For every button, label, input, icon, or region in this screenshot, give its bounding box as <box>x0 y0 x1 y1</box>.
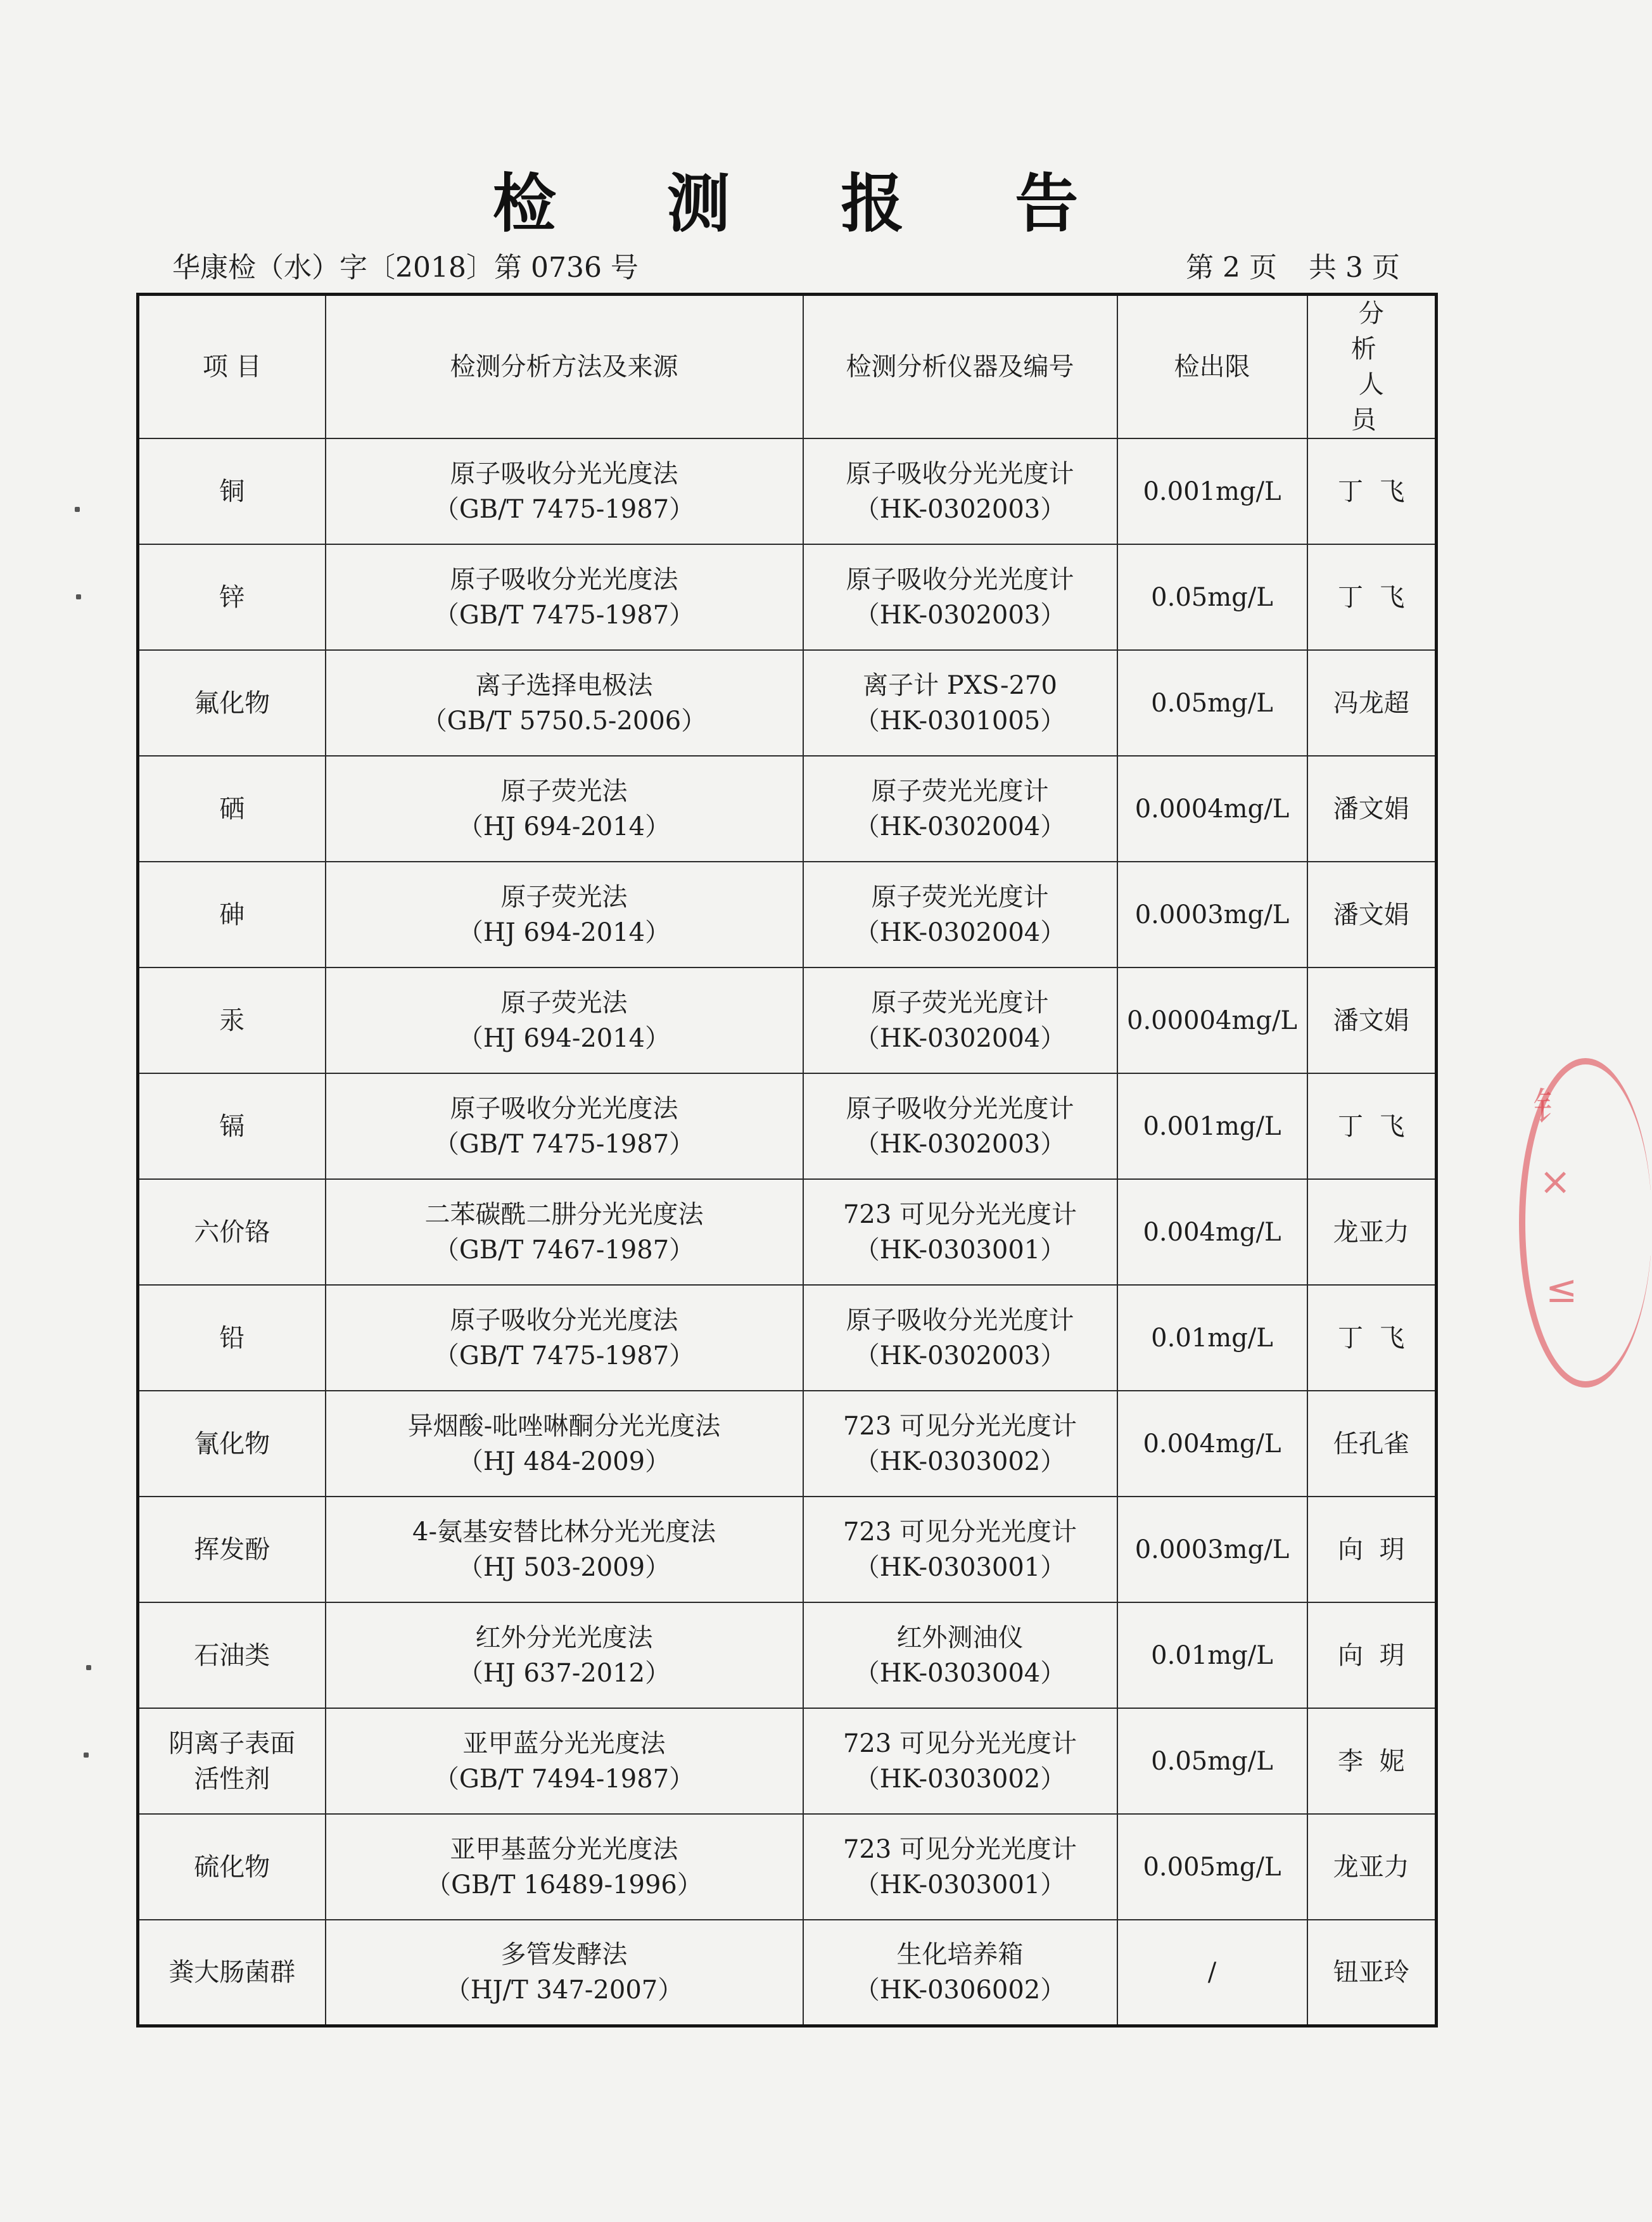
instrument-cell <box>803 1602 1117 1708</box>
limit-cell-line1: 0.0003mg/L <box>1134 1535 1290 1564</box>
limit-cell-line1: 0.001mg/L <box>1143 476 1281 506</box>
analyst-cell <box>1307 967 1437 1073</box>
method-cell-line2: （GB/T 7475-1987） <box>433 600 695 630</box>
instrument-cell <box>803 1814 1117 1920</box>
method-cell <box>326 967 803 1073</box>
analyst-cell <box>1307 1814 1437 1920</box>
analyst-cell <box>1307 1920 1437 2026</box>
header-analyst-line1: 分 析 <box>1350 299 1399 364</box>
header-item: 项 目 <box>138 295 326 439</box>
analyst-cell-line1: 丁 飞 <box>1338 1323 1405 1353</box>
instrument-cell-line2: （HK-0302003） <box>854 1129 1066 1159</box>
instrument-cell <box>803 1285 1117 1391</box>
table-row <box>138 1920 1437 2026</box>
table-row <box>138 1073 1437 1179</box>
item-cell-line1: 阴离子表面 <box>168 1728 296 1758</box>
item-cell <box>138 1602 326 1708</box>
seal-glyph-3: ≤ <box>1546 1267 1578 1312</box>
limit-cell <box>1117 967 1307 1073</box>
table-header-row <box>138 295 1437 439</box>
header-instrument: 检测分析仪器及编号 <box>803 295 1117 439</box>
analyst-cell-line1: 潘文娟 <box>1333 794 1409 824</box>
method-cell-line2: （GB/T 7494-1987） <box>433 1764 695 1794</box>
limit-cell-line1: 0.0004mg/L <box>1134 794 1290 824</box>
analyst-cell <box>1307 1602 1437 1708</box>
analyst-cell-line1: 向 玥 <box>1338 1640 1405 1670</box>
method-cell-line1: 原子吸收分光光度法 <box>450 565 678 594</box>
item-cell-line1: 锌 <box>219 582 245 612</box>
method-cell-line2: （HJ 694-2014） <box>457 1023 671 1053</box>
instrument-cell-line1: 723 可见分光光度计 <box>842 1728 1077 1758</box>
method-cell <box>326 862 803 967</box>
limit-cell-line1: 0.05mg/L <box>1151 688 1273 718</box>
instrument-cell-line1: 723 可见分光光度计 <box>842 1199 1077 1229</box>
table-row <box>138 438 1437 544</box>
method-cell <box>326 1602 803 1708</box>
limit-cell-line1: 0.01mg/L <box>1151 1640 1273 1670</box>
method-cell-line1: 亚甲基蓝分光光度法 <box>450 1834 678 1864</box>
item-cell <box>138 1920 326 2026</box>
limit-cell-line1: 0.0003mg/L <box>1134 900 1290 929</box>
instrument-cell-line1: 原子吸收分光光度计 <box>846 1094 1074 1123</box>
item-cell-line1: 氰化物 <box>194 1429 270 1459</box>
current-page: 第 2 页 <box>1186 252 1278 284</box>
instrument-cell <box>803 1497 1117 1602</box>
limit-cell-line1: 0.05mg/L <box>1151 582 1273 612</box>
method-cell <box>326 1814 803 1920</box>
method-cell-line2: （HJ 694-2014） <box>457 812 671 841</box>
item-cell <box>138 1391 326 1497</box>
table-row <box>138 1391 1437 1497</box>
analyst-cell <box>1307 1708 1437 1814</box>
analyst-cell <box>1307 1391 1437 1497</box>
test-methods-table <box>136 293 1438 2027</box>
instrument-cell <box>803 967 1117 1073</box>
limit-cell <box>1117 1814 1307 1920</box>
instrument-cell-line1: 原子荧光光度计 <box>871 882 1049 912</box>
method-cell <box>326 438 803 544</box>
item-cell-line1: 氟化物 <box>194 688 270 718</box>
method-cell-line2: （GB/T 5750.5-2006） <box>421 706 707 736</box>
method-cell-line1: 原子荧光法 <box>500 988 628 1018</box>
method-cell-line1: 原子吸收分光光度法 <box>450 1094 678 1123</box>
instrument-cell-line2: （HK-0306002） <box>854 1975 1066 2005</box>
item-cell-line1: 硒 <box>219 794 245 824</box>
limit-cell-line1: 0.05mg/L <box>1151 1746 1273 1776</box>
analyst-cell-line1: 丁 飞 <box>1338 1111 1405 1141</box>
instrument-cell <box>803 650 1117 756</box>
instrument-cell-line1: 原子荧光光度计 <box>871 776 1049 806</box>
analyst-cell <box>1307 650 1437 756</box>
method-cell <box>326 1708 803 1814</box>
instrument-cell-line1: 723 可见分光光度计 <box>842 1834 1077 1864</box>
limit-cell-line1: 0.004mg/L <box>1143 1429 1281 1459</box>
analyst-cell-line1: 龙亚力 <box>1333 1852 1409 1882</box>
item-cell-line1: 铜 <box>219 476 245 506</box>
instrument-cell-line2: （HK-0302004） <box>854 917 1066 947</box>
analyst-cell <box>1307 862 1437 967</box>
item-cell <box>138 862 326 967</box>
method-cell-line2: （HJ/T 347-2007） <box>445 1975 683 2005</box>
instrument-cell-line2: （HK-0303001） <box>854 1870 1066 1900</box>
analyst-cell <box>1307 438 1437 544</box>
table-row <box>138 1602 1437 1708</box>
instrument-cell-line2: （HK-0303002） <box>854 1764 1066 1794</box>
page-title: 检 测 报 告 <box>492 167 1123 241</box>
item-cell <box>138 1497 326 1602</box>
method-cell-line1: 多管发酵法 <box>500 1939 628 1969</box>
item-cell-line1: 砷 <box>219 900 245 929</box>
table-row <box>138 544 1437 650</box>
instrument-cell <box>803 1179 1117 1285</box>
limit-cell <box>1117 1285 1307 1391</box>
instrument-cell-line1: 生化培养箱 <box>896 1939 1024 1969</box>
table-row <box>138 756 1437 862</box>
seal-glyph-2: × <box>1539 1159 1572 1204</box>
analyst-cell-line1: 丁 飞 <box>1338 582 1405 612</box>
analyst-cell-line1: 钮亚玲 <box>1333 1957 1409 1987</box>
instrument-cell <box>803 862 1117 967</box>
method-cell <box>326 650 803 756</box>
table-row <box>138 1708 1437 1814</box>
instrument-cell-line2: （HK-0303001） <box>854 1235 1066 1265</box>
method-cell-line1: 原子吸收分光光度法 <box>450 459 678 488</box>
item-cell-line1: 挥发酚 <box>194 1535 270 1564</box>
scan-speck <box>75 507 80 512</box>
item-cell <box>138 1708 326 1814</box>
analyst-cell <box>1307 1179 1437 1285</box>
method-cell-line2: （GB/T 7475-1987） <box>433 494 695 524</box>
table-row <box>138 1285 1437 1391</box>
analyst-cell <box>1307 1285 1437 1391</box>
method-cell <box>326 1179 803 1285</box>
analyst-cell <box>1307 1073 1437 1179</box>
limit-cell <box>1117 1920 1307 2026</box>
limit-cell-line1: 0.00004mg/L <box>1127 1006 1297 1035</box>
item-cell-line2: 活性剂 <box>194 1764 270 1794</box>
instrument-cell-line2: （HK-0302004） <box>854 1023 1066 1053</box>
item-cell <box>138 650 326 756</box>
analyst-cell-line1: 任孔雀 <box>1333 1429 1409 1459</box>
limit-cell <box>1117 862 1307 967</box>
item-cell-line1: 铅 <box>219 1323 245 1353</box>
method-cell <box>326 1920 803 2026</box>
scan-speck <box>84 1753 89 1758</box>
method-cell-line2: （HJ 484-2009） <box>457 1446 671 1476</box>
item-cell <box>138 967 326 1073</box>
header-analyst <box>1307 295 1437 439</box>
method-cell-line1: 原子吸收分光光度法 <box>450 1305 678 1335</box>
instrument-cell-line1: 723 可见分光光度计 <box>842 1517 1077 1547</box>
header-analyst-line2: 人 员 <box>1350 370 1399 435</box>
table-row <box>138 1814 1437 1920</box>
limit-cell-line1: / <box>1207 1957 1217 1987</box>
table-row <box>138 1179 1437 1285</box>
item-cell <box>138 1073 326 1179</box>
instrument-cell-line2: （HK-0302004） <box>854 812 1066 841</box>
instrument-cell <box>803 544 1117 650</box>
limit-cell <box>1117 1073 1307 1179</box>
limit-cell <box>1117 1179 1307 1285</box>
instrument-cell-line2: （HK-0302003） <box>854 494 1066 524</box>
instrument-cell-line1: 原子吸收分光光度计 <box>846 1305 1074 1335</box>
method-cell-line1: 离子选择电极法 <box>475 670 653 700</box>
instrument-cell <box>803 1391 1117 1497</box>
table-row <box>138 650 1437 756</box>
limit-cell-line1: 0.005mg/L <box>1143 1852 1281 1882</box>
item-cell <box>138 438 326 544</box>
method-cell-line2: （HJ 503-2009） <box>457 1552 671 1582</box>
instrument-cell-line2: （HK-0303004） <box>854 1658 1066 1688</box>
analyst-cell-line1: 向 玥 <box>1338 1535 1405 1564</box>
limit-cell-line1: 0.01mg/L <box>1151 1323 1273 1353</box>
analyst-cell-line1: 丁 飞 <box>1338 476 1405 506</box>
instrument-cell-line1: 原子吸收分光光度计 <box>846 565 1074 594</box>
limit-cell <box>1117 438 1307 544</box>
method-cell <box>326 1497 803 1602</box>
method-cell <box>326 1073 803 1179</box>
method-cell-line2: （GB/T 7467-1987） <box>433 1235 695 1265</box>
method-cell-line2: （GB/T 7475-1987） <box>433 1129 695 1159</box>
analyst-cell <box>1307 544 1437 650</box>
instrument-cell <box>803 1708 1117 1814</box>
report-number: 华康检（水）字〔2018〕第 0736 号 <box>172 252 639 284</box>
instrument-cell-line2: （HK-0302003） <box>854 600 1066 630</box>
instrument-cell-line1: 原子荧光光度计 <box>871 988 1049 1018</box>
item-cell-line1: 硫化物 <box>194 1852 270 1882</box>
analyst-cell-line1: 李 妮 <box>1338 1746 1405 1776</box>
instrument-cell <box>803 1073 1117 1179</box>
instrument-cell-line2: （HK-0302003） <box>854 1341 1066 1370</box>
table-row <box>138 967 1437 1073</box>
item-cell <box>138 1814 326 1920</box>
limit-cell <box>1117 650 1307 756</box>
method-cell-line1: 亚甲蓝分光光度法 <box>462 1728 666 1758</box>
instrument-cell <box>803 1920 1117 2026</box>
instrument-cell-line1: 原子吸收分光光度计 <box>846 459 1074 488</box>
table-row <box>138 1497 1437 1602</box>
item-cell-line1: 六价铬 <box>194 1217 270 1247</box>
item-cell <box>138 1179 326 1285</box>
method-cell <box>326 756 803 862</box>
method-cell-line1: 二苯碳酰二肼分光光度法 <box>424 1199 704 1229</box>
method-cell-line2: （HJ 694-2014） <box>457 917 671 947</box>
method-cell-line2: （HJ 637-2012） <box>457 1658 671 1688</box>
scan-speck <box>76 594 81 599</box>
limit-cell <box>1117 1708 1307 1814</box>
table-row <box>138 862 1437 967</box>
method-cell-line2: （GB/T 7475-1987） <box>433 1341 695 1370</box>
method-cell-line1: 4-氨基安替比林分光光度法 <box>412 1517 716 1547</box>
analyst-cell-line1: 潘文娟 <box>1333 900 1409 929</box>
limit-cell-line1: 0.001mg/L <box>1143 1111 1281 1141</box>
item-cell-line1: 汞 <box>219 1006 245 1035</box>
instrument-cell-line2: （HK-0303001） <box>854 1552 1066 1582</box>
scan-speck <box>86 1665 91 1670</box>
analyst-cell-line1: 冯龙超 <box>1333 688 1409 718</box>
header-method: 检测分析方法及来源 <box>326 295 803 439</box>
limit-cell <box>1117 1391 1307 1497</box>
header-limit: 检出限 <box>1117 295 1307 439</box>
limit-cell-line1: 0.004mg/L <box>1143 1217 1281 1247</box>
instrument-cell-line2: （HK-0301005） <box>854 706 1066 736</box>
analyst-cell <box>1307 756 1437 862</box>
item-cell <box>138 1285 326 1391</box>
instrument-cell-line1: 离子计 PXS-270 <box>863 670 1057 700</box>
method-cell-line2: （GB/T 16489-1996） <box>426 1870 702 1900</box>
item-cell <box>138 544 326 650</box>
item-cell-line1: 粪大肠菌群 <box>168 1957 296 1987</box>
report-header <box>172 246 1400 290</box>
item-cell-line1: 镉 <box>219 1111 245 1141</box>
instrument-cell-line1: 723 可见分光光度计 <box>842 1411 1077 1441</box>
method-cell-line1: 异烟酸-吡唑啉酮分光光度法 <box>407 1411 721 1441</box>
instrument-cell <box>803 438 1117 544</box>
item-cell-line1: 石油类 <box>194 1640 270 1670</box>
limit-cell <box>1117 544 1307 650</box>
page-indicator <box>1186 246 1400 290</box>
method-cell <box>326 1285 803 1391</box>
analyst-cell-line1: 龙亚力 <box>1333 1217 1409 1247</box>
limit-cell <box>1117 756 1307 862</box>
method-cell <box>326 1391 803 1497</box>
method-cell-line1: 原子荧光法 <box>500 776 628 806</box>
method-cell-line1: 原子荧光法 <box>500 882 628 912</box>
limit-cell <box>1117 1497 1307 1602</box>
item-cell <box>138 756 326 862</box>
instrument-cell <box>803 756 1117 862</box>
analyst-cell-line1: 潘文娟 <box>1333 1006 1409 1035</box>
seal-glyph-1: 钅 <box>1533 1085 1571 1130</box>
analyst-cell <box>1307 1497 1437 1602</box>
instrument-cell-line1: 红外测油仪 <box>896 1623 1024 1652</box>
instrument-cell-line2: （HK-0303002） <box>854 1446 1066 1476</box>
total-pages: 共 3 页 <box>1309 252 1400 284</box>
limit-cell <box>1117 1602 1307 1708</box>
method-cell <box>326 544 803 650</box>
method-cell-line1: 红外分光光度法 <box>475 1623 653 1652</box>
